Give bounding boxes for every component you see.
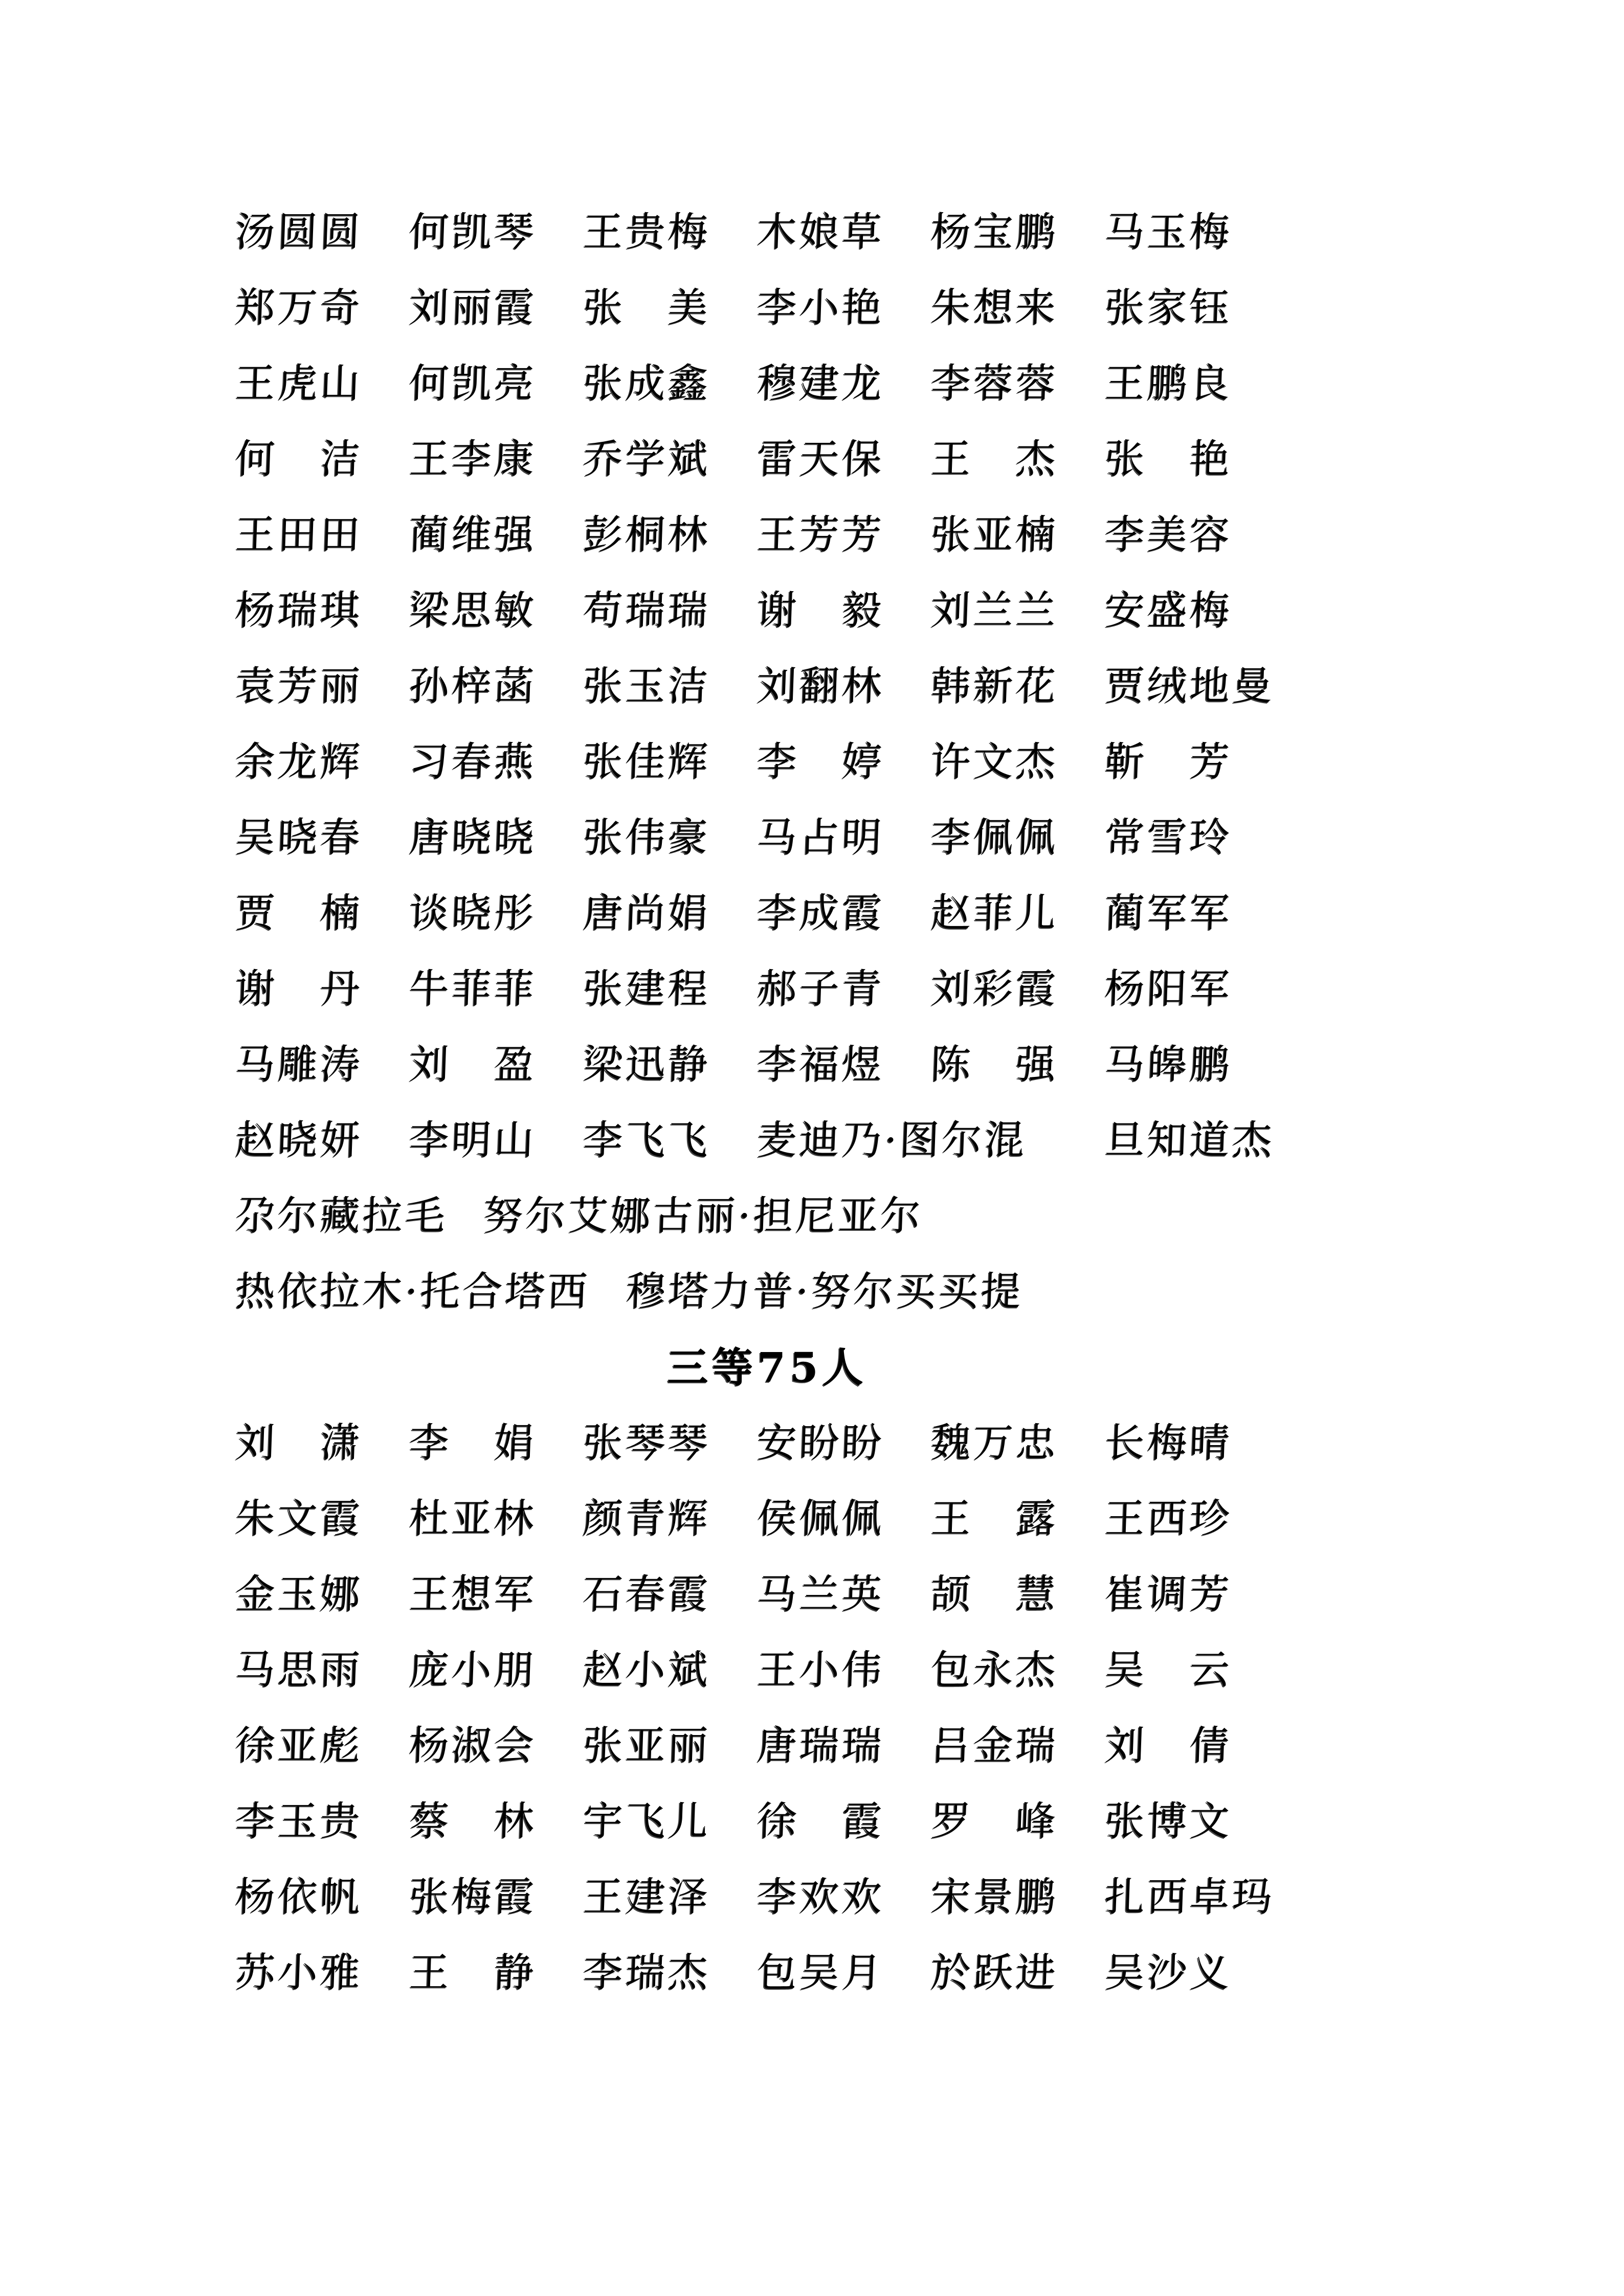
person-name: 刘 倩 [1104, 1723, 1233, 1769]
person-name: 李飞飞 [582, 1117, 711, 1163]
person-name: 杜亚林 [408, 1496, 538, 1542]
person-name: 张亚丽 [582, 1723, 711, 1769]
person-name: 苏小雅 [234, 1950, 364, 1996]
person-name: 穆建龙 [756, 361, 885, 407]
person-name: 孙梓菡 [408, 663, 538, 709]
person-name: 李 婷 [756, 739, 885, 785]
person-name: 罗 峰 [930, 1798, 1059, 1844]
person-name: 热依拉木·托合塔西 [234, 1269, 591, 1315]
person-name: 蔺维强 [408, 512, 538, 558]
person-name: 王李康 [408, 436, 538, 482]
name-row [235, 1405, 1299, 1481]
name-row [235, 1935, 1299, 2011]
person-name: 刘 潇 [234, 1420, 364, 1466]
person-name: 朱文霞 [234, 1496, 364, 1542]
name-row [235, 724, 1299, 800]
person-name: 崔调芳 [1104, 1571, 1233, 1617]
person-name: 张 艳 [1104, 436, 1233, 482]
person-name: 李小艳 [756, 285, 885, 331]
person-name: 穆塔力普·努尔买买提 [625, 1269, 1025, 1315]
person-name: 杨淑会 [408, 1723, 538, 1769]
person-name: 李明山 [408, 1117, 538, 1163]
person-name: 朱想来 [930, 285, 1059, 331]
name-row [235, 1557, 1299, 1632]
name-row [235, 1027, 1299, 1102]
person-name: 李美容 [1104, 512, 1233, 558]
person-name: 杨瑞琪 [234, 588, 364, 634]
person-name: 张琴琴 [582, 1420, 711, 1466]
name-row [235, 194, 1299, 270]
person-name: 王贵梅 [582, 209, 711, 255]
name-row [235, 951, 1299, 1027]
person-name: 吴 云 [1104, 1647, 1233, 1693]
person-name: 麦迪乃·图尔混 [756, 1117, 1028, 1163]
person-name: 王小伟 [756, 1647, 885, 1693]
person-name: 王鹏良 [1104, 361, 1233, 407]
person-name: 谢 丹 [234, 966, 364, 1012]
person-name: 袁芳丽 [234, 663, 364, 709]
person-name: 赵菲儿 [930, 890, 1059, 936]
name-row [235, 573, 1299, 648]
person-name: 王 静 [408, 1950, 538, 1996]
person-name: 王芳芳 [756, 512, 885, 558]
person-name: 马雕涛 [234, 1042, 364, 1088]
person-name: 李佩佩 [930, 815, 1059, 861]
person-name: 贾绒地曼 [1104, 663, 1276, 709]
name-row [235, 800, 1299, 875]
person-name: 刘 盈 [408, 1042, 538, 1088]
document-content [235, 194, 1299, 2011]
person-name: 马兰英 [756, 1571, 885, 1617]
person-name: 李福煜 [756, 1042, 885, 1088]
person-name: 李 娟 [408, 1420, 538, 1466]
person-name: 李瑞杰 [582, 1950, 711, 1996]
person-name: 马玉梅 [1104, 209, 1233, 255]
person-name: 王虎山 [234, 361, 364, 407]
person-name: 乔学斌 [582, 436, 711, 482]
person-name: 包永杰 [930, 1647, 1059, 1693]
person-name: 努尔艾娜古丽·担尼亚尔 [482, 1193, 924, 1239]
person-name: 石春霞 [582, 1571, 711, 1617]
person-name: 徐 霞 [756, 1798, 885, 1844]
section-1-name-list [235, 194, 1299, 1330]
person-name: 汤圆圆 [234, 209, 364, 255]
person-name: 何凯琴 [408, 209, 538, 255]
person-name: 马思雨 [234, 1647, 364, 1693]
person-name: 唐晓晓 [408, 815, 538, 861]
person-name: 王 杰 [930, 436, 1059, 482]
person-name: 张梅霞 [408, 1874, 538, 1920]
person-name: 牛菲菲 [408, 966, 538, 1012]
person-name: 颜青辉 [582, 1496, 711, 1542]
person-name: 常雪玲 [1104, 815, 1233, 861]
person-name: 习春燕 [408, 739, 538, 785]
person-name: 王建泽 [582, 1874, 711, 1920]
person-name: 杨宝鹏 [930, 209, 1059, 255]
heading-row [235, 1330, 1299, 1405]
person-name: 刘兰兰 [930, 588, 1059, 634]
person-name: 韩新花 [930, 663, 1059, 709]
person-name: 李蓉蓉 [930, 361, 1059, 407]
name-row [235, 270, 1299, 346]
person-name: 唐瑞瑞 [756, 1723, 885, 1769]
person-name: 杨依帆 [234, 1874, 364, 1920]
person-name: 靳 芳 [1104, 739, 1233, 785]
person-name: 张亚楠 [930, 512, 1059, 558]
person-name: 雷天保 [756, 436, 885, 482]
person-name: 郝子青 [756, 966, 885, 1012]
person-name: 刘彩霞 [930, 966, 1059, 1012]
person-name: 尕尔藏拉毛 [234, 1193, 449, 1239]
name-row [235, 1708, 1299, 1784]
person-name: 吕金瑞 [930, 1723, 1059, 1769]
name-row [235, 1102, 1299, 1178]
person-name: 刘翻林 [756, 663, 885, 709]
person-name: 马皞鹏 [1104, 1042, 1233, 1088]
person-name: 谈晓彤 [408, 890, 538, 936]
person-name: 徐亚彪 [234, 1723, 364, 1769]
person-name: 余龙辉 [234, 739, 364, 785]
person-name: 陈 强 [930, 1042, 1059, 1088]
person-name: 许文杰 [930, 739, 1059, 785]
person-name: 贾 楠 [234, 890, 364, 936]
person-name: 安盛梅 [1104, 588, 1233, 634]
person-name: 蔡 林 [408, 1798, 538, 1844]
name-row [235, 1632, 1299, 1708]
person-name: 张伟豪 [582, 815, 711, 861]
person-name: 李玉贵 [234, 1798, 364, 1844]
person-name: 郑万奇 [234, 285, 364, 331]
person-name: 张佳辉 [582, 739, 711, 785]
person-name: 梁迅静 [582, 1042, 711, 1088]
person-name: 蔺军军 [1104, 890, 1233, 936]
person-name: 梁思敏 [408, 588, 538, 634]
person-name: 安盼盼 [756, 1420, 885, 1466]
person-name: 马占明 [756, 815, 885, 861]
person-name: 苟瑞瑞 [582, 588, 711, 634]
name-row [235, 1178, 1299, 1254]
person-name: 赵晓妍 [234, 1117, 364, 1163]
person-name: 侯佩佩 [756, 1496, 885, 1542]
person-name: 张家钰 [1104, 285, 1233, 331]
person-name: 王田田 [234, 512, 364, 558]
person-name: 何凯亮 [408, 361, 538, 407]
person-name: 张玉洁 [582, 663, 711, 709]
section-heading: 三等75人 [667, 1343, 867, 1391]
person-name: 张成鑫 [582, 361, 711, 407]
person-name: 长梅晴 [1104, 1420, 1233, 1466]
name-row [235, 1481, 1299, 1557]
person-name: 吴晓春 [234, 815, 364, 861]
person-name: 张博文 [1104, 1798, 1233, 1844]
name-row [235, 1254, 1299, 1330]
name-row [235, 1784, 1299, 1859]
person-name: 宇飞儿 [582, 1798, 711, 1844]
section-2-name-list [235, 1405, 1299, 2011]
name-row [235, 648, 1299, 724]
person-name: 王西珍 [1104, 1496, 1233, 1542]
name-row [235, 421, 1299, 497]
person-name: 谢 毅 [756, 588, 885, 634]
name-row [235, 346, 1299, 421]
person-name: 旦知道杰 [1104, 1117, 1276, 1163]
person-name: 王想军 [408, 1571, 538, 1617]
person-name: 金玉娜 [234, 1571, 364, 1617]
person-name: 颉 慧 [930, 1571, 1059, 1617]
person-name: 刘丽霞 [408, 285, 538, 331]
person-name: 李欢欢 [756, 1874, 885, 1920]
person-name: 彭桐林 [582, 512, 711, 558]
name-row [235, 875, 1299, 951]
person-name: 张建程 [582, 966, 711, 1012]
person-name: 唐尚娟 [582, 890, 711, 936]
person-name: 魏万忠 [930, 1420, 1059, 1466]
person-name: 扎西卓玛 [1104, 1874, 1276, 1920]
person-name: 何 洁 [234, 436, 364, 482]
person-name: 於跃进 [930, 1950, 1059, 1996]
person-name: 庞小朋 [408, 1647, 538, 1693]
person-name: 吴沙义 [1104, 1950, 1233, 1996]
person-name: 木娘草 [756, 209, 885, 255]
person-name: 王 露 [930, 1496, 1059, 1542]
person-name: 赵小斌 [582, 1647, 711, 1693]
person-name: 宋景鹏 [930, 1874, 1059, 1920]
person-name: 包吴月 [756, 1950, 885, 1996]
person-name: 李成霞 [756, 890, 885, 936]
person-name: 杨阳军 [1104, 966, 1233, 1012]
person-name: 张 美 [582, 285, 711, 331]
name-row [235, 497, 1299, 573]
name-row [235, 1859, 1299, 1935]
